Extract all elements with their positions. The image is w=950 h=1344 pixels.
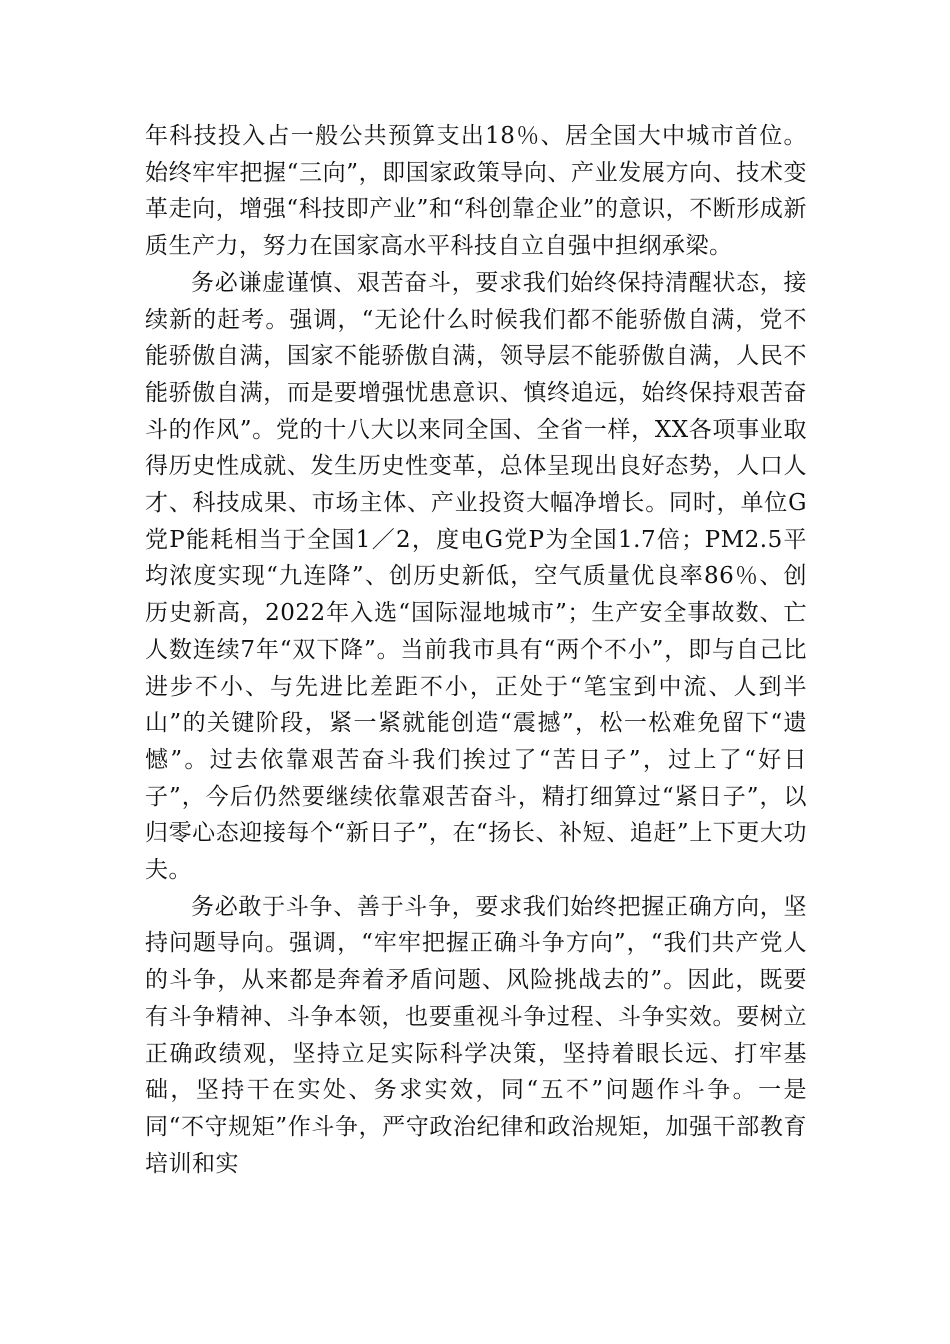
document-body — [145, 118, 807, 1182]
paragraph-dare-to-struggle: 务必敢于斗争、善于斗争，要求我们始终把握正确方向，坚持问题导向。强调，“牢牢把握正确斗争方向”，“我们共产党人的斗争，从来都是奔着矛盾问题、风险挑战去的”。因此，既要有斗争精神、斗争本领，也要重视斗争过程、斗争实效。要树立正确政绩观，坚持立足实际科学决策，坚持着眼长远、打牢基础，坚持干在实处、务求实效，同“五不”问题作斗争。一是同“不守规矩”作斗争，严守政治纪律和政治规矩，加强干部教育培训和实 — [145, 893, 807, 1177]
paragraph-continuation: 年科技投入占一般公共预算支出18％、居全国大中城市首位。始终牢牢把握“三向”，即国家政策导向、产业发展方向、技术变革走向，增强“科技即产业”和“科创靠企业”的意识，不断形成新质生产力，努力在国家高水平科技自立自强中担纲承梁。 — [145, 123, 807, 260]
paragraph-humble-hardworking: 务必谦虚谨慎、艰苦奋斗，要求我们始终保持清醒状态，接续新的赶考。强调，“无论什么时候我们都不能骄傲自满，党不能骄傲自满，国家不能骄傲自满，领导层不能骄傲自满，人民不能骄傲自满，而是要增强忧患意识、慎终追远，始终保持艰苦奋斗的作风”。党的十八大以来同全国、全省一样，XX各项事业取得历史性成就、发生历史性变革，总体呈现出良好态势，人口人才、科技成果、市场主体、产业投资大幅净增长。同时，单位G党P能耗相当于全国1／2，度电G党P为全国1.7倍；PM2.5平均浓度实现“九连降”、创历史新低，空气质量优良率86％、创历史新高，2022年入选“国际湿地城市”；生产安全事故数、亡人数连续7年“双下降”。当前我市具有“两个不小”，即与自己比进步不小、与先进比差距不小，正处于“笔宝到中流、人到半山”的关键阶段，紧一紧就能创造“震撼”，松一松难免留下“遗憾”。过去依靠艰苦奋斗我们挨过了“苦日子”，过上了“好日子”，今后仍然要继续依靠艰苦奋斗，精打细算过“紧日子”，以归零心态迎接每个“新日子”，在“扬长、补短、追赶”上下更大功夫。 — [145, 269, 807, 884]
